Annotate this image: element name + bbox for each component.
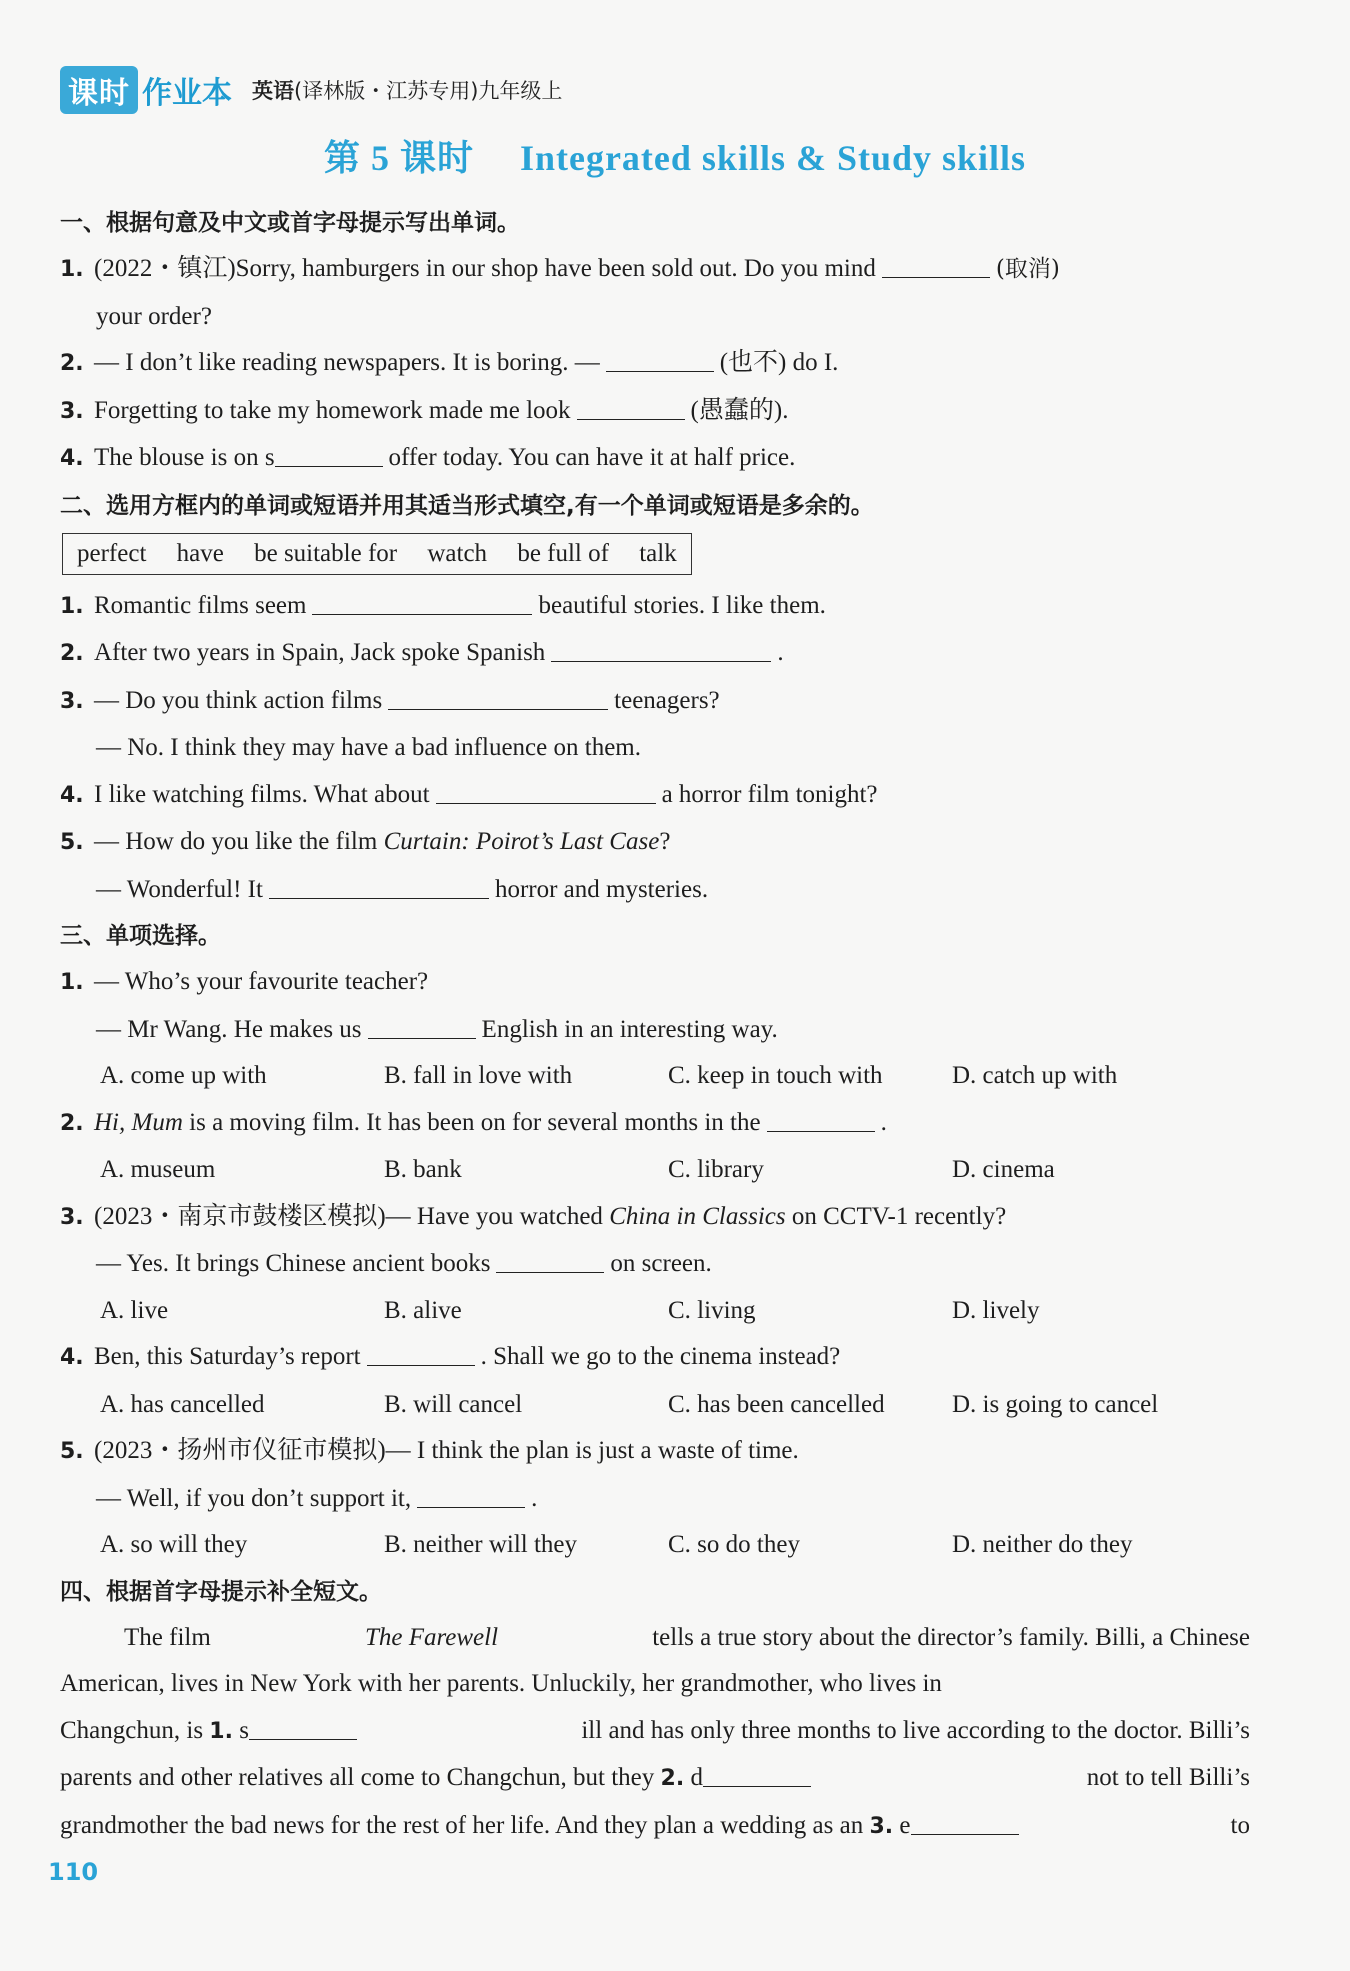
s2-question-5-reply: — Wonderful! It horror and mysteries.: [60, 867, 1250, 914]
s2-question-3-reply: — No. I think they may have a bad influence on them.: [96, 734, 641, 761]
answer-blank[interactable]: [368, 1010, 476, 1039]
answer-blank[interactable]: [417, 1479, 525, 1508]
s3-question-2: 2. Hi, Mum is a moving film. It has been on for several months in the .: [60, 1100, 1250, 1148]
s3-q3-options: [60, 1288, 1250, 1335]
answer-blank[interactable]: [767, 1103, 875, 1132]
s3-question-5-reply: — Well, if you don’t support it, .: [60, 1476, 1250, 1523]
s3-question-5: 5. (2023・扬州市仪征市模拟)— I think the plan is just a waste of time.: [60, 1437, 799, 1464]
passage-line-2: American, lives in New York with her parents. Unluckily, her grandmother, who lives in: [60, 1670, 942, 1697]
answer-blank[interactable]: [606, 343, 714, 372]
section-2-heading: 二、选用方框内的单词或短语并用其适当形式填空,有一个单词或短语是多余的。: [60, 492, 874, 519]
passage-line-4: parents and other relatives all come to Changchun, but they 2. d not to tell Billi’s: [60, 1755, 1250, 1803]
s2-question-4: 4. I like watching films. What about a horror film tonight?: [60, 772, 1250, 820]
option-a[interactable]: A. come up with: [100, 1062, 267, 1089]
option-c[interactable]: C. keep in touch with: [668, 1062, 883, 1089]
s3-q2-options: [60, 1147, 1250, 1194]
lesson-title: 第 5 课时 Integrated skills & Study skills: [323, 138, 1027, 178]
brand-logo: 课时: [60, 66, 138, 114]
s1-question-1-cont: your order?: [96, 302, 212, 330]
option-a[interactable]: A. has cancelled: [100, 1390, 265, 1418]
option-b[interactable]: B. alive: [384, 1296, 462, 1324]
word-option: watch: [427, 539, 488, 567]
page-number: 110: [48, 1858, 99, 1886]
option-b[interactable]: B. neither will they: [384, 1531, 578, 1558]
option-a[interactable]: A. so will they: [100, 1531, 248, 1558]
option-b[interactable]: B. will cancel: [384, 1390, 523, 1418]
option-c[interactable]: C. living: [668, 1296, 756, 1324]
word-option: perfect: [77, 539, 147, 567]
passage-line-3: Changchun, is 1. s ill and has only three months to live according to the doctor. Billi’s: [60, 1708, 1250, 1756]
section-3-heading: 三、单项选择。: [60, 923, 221, 949]
answer-blank[interactable]: [551, 633, 771, 662]
s2-question-5: 5. — How do you like the film Curtain: Poirot’s Last Case?: [60, 828, 671, 855]
s1-question-4: 4. The blouse is on s offer today. You can have it at half price.: [60, 435, 1250, 483]
s3-question-1-reply: — Mr Wang. He makes us English in an interesting way.: [60, 1007, 1250, 1054]
word-option: have: [176, 539, 224, 567]
answer-blank[interactable]: [249, 1711, 357, 1740]
word-box: [62, 533, 692, 575]
word-option: talk: [639, 539, 677, 567]
answer-blank[interactable]: [911, 1806, 1019, 1835]
s1-question-2: 2. — I don’t like reading newspapers. It is boring. — (也不) do I.: [60, 340, 1250, 388]
answer-blank[interactable]: [496, 1244, 604, 1273]
s2-question-1: 1. Romantic films seem beautiful stories. I like them.: [60, 583, 1250, 631]
s2-question-3: 3. — Do you think action films teenagers?: [60, 678, 1250, 726]
option-a[interactable]: A. live: [100, 1296, 169, 1324]
option-b[interactable]: B. fall in love with: [384, 1062, 573, 1089]
answer-blank[interactable]: [269, 870, 489, 899]
subject-info: 英语(译林版・江苏专用)九年级上: [252, 79, 563, 103]
word-option: be suitable for: [254, 539, 398, 567]
s3-q5-options: [60, 1522, 1250, 1569]
option-d[interactable]: D. neither do they: [952, 1531, 1133, 1558]
option-b[interactable]: B. bank: [384, 1156, 462, 1183]
s3-q4-options: [60, 1382, 1250, 1429]
header: [60, 68, 562, 112]
answer-blank[interactable]: [367, 1337, 475, 1366]
answer-blank[interactable]: [577, 391, 685, 420]
exercise-content: [60, 200, 1250, 1850]
s2-question-2: 2. After two years in Spain, Jack spoke Spanish .: [60, 630, 1250, 678]
s3-question-4: 4. Ben, this Saturday’s report . Shall we go to the cinema instead?: [60, 1334, 1250, 1382]
s1-question-1: 1. (2022・镇江)Sorry, hamburgers in our shop have been sold out. Do you mind (取消): [60, 246, 1250, 294]
s1-question-3: 3. Forgetting to take my homework made me look (愚蠢的).: [60, 388, 1250, 436]
option-d[interactable]: D. is going to cancel: [952, 1390, 1159, 1418]
option-a[interactable]: A. museum: [100, 1156, 216, 1183]
option-c[interactable]: C. library: [668, 1156, 764, 1183]
option-d[interactable]: D. cinema: [952, 1156, 1055, 1183]
answer-blank[interactable]: [882, 249, 990, 278]
s3-question-3: 3. (2023・南京市鼓楼区模拟)— Have you watched China in Classics on CCTV-1 recently?: [60, 1202, 1007, 1230]
option-d[interactable]: D. catch up with: [952, 1062, 1118, 1089]
s3-q1-options: [60, 1053, 1250, 1100]
passage-line-5: grandmother the bad news for the rest of her life. And they plan a wedding as an 3. e to: [60, 1803, 1250, 1851]
answer-blank[interactable]: [275, 438, 383, 467]
answer-blank[interactable]: [703, 1758, 811, 1787]
option-c[interactable]: C. so do they: [668, 1531, 800, 1558]
option-c[interactable]: C. has been cancelled: [668, 1390, 885, 1418]
s3-question-1: 1. — Who’s your favourite teacher?: [60, 968, 429, 995]
answer-blank[interactable]: [312, 586, 532, 615]
answer-blank[interactable]: [388, 681, 608, 710]
s3-question-3-reply: — Yes. It brings Chinese ancient books on screen.: [60, 1241, 1250, 1288]
section-1-heading: 一、根据句意及中文或首字母提示写出单词。: [60, 210, 520, 236]
word-option: be full of: [517, 539, 609, 567]
brand-name: 作业本: [142, 76, 232, 111]
passage-line-1: The film The Farewell tells a true story about the director’s family. Billi, a Chinese: [124, 1623, 1250, 1651]
section-4-heading: 四、根据首字母提示补全短文。: [60, 1578, 382, 1605]
answer-blank[interactable]: [436, 775, 656, 804]
option-d[interactable]: D. lively: [952, 1296, 1040, 1324]
